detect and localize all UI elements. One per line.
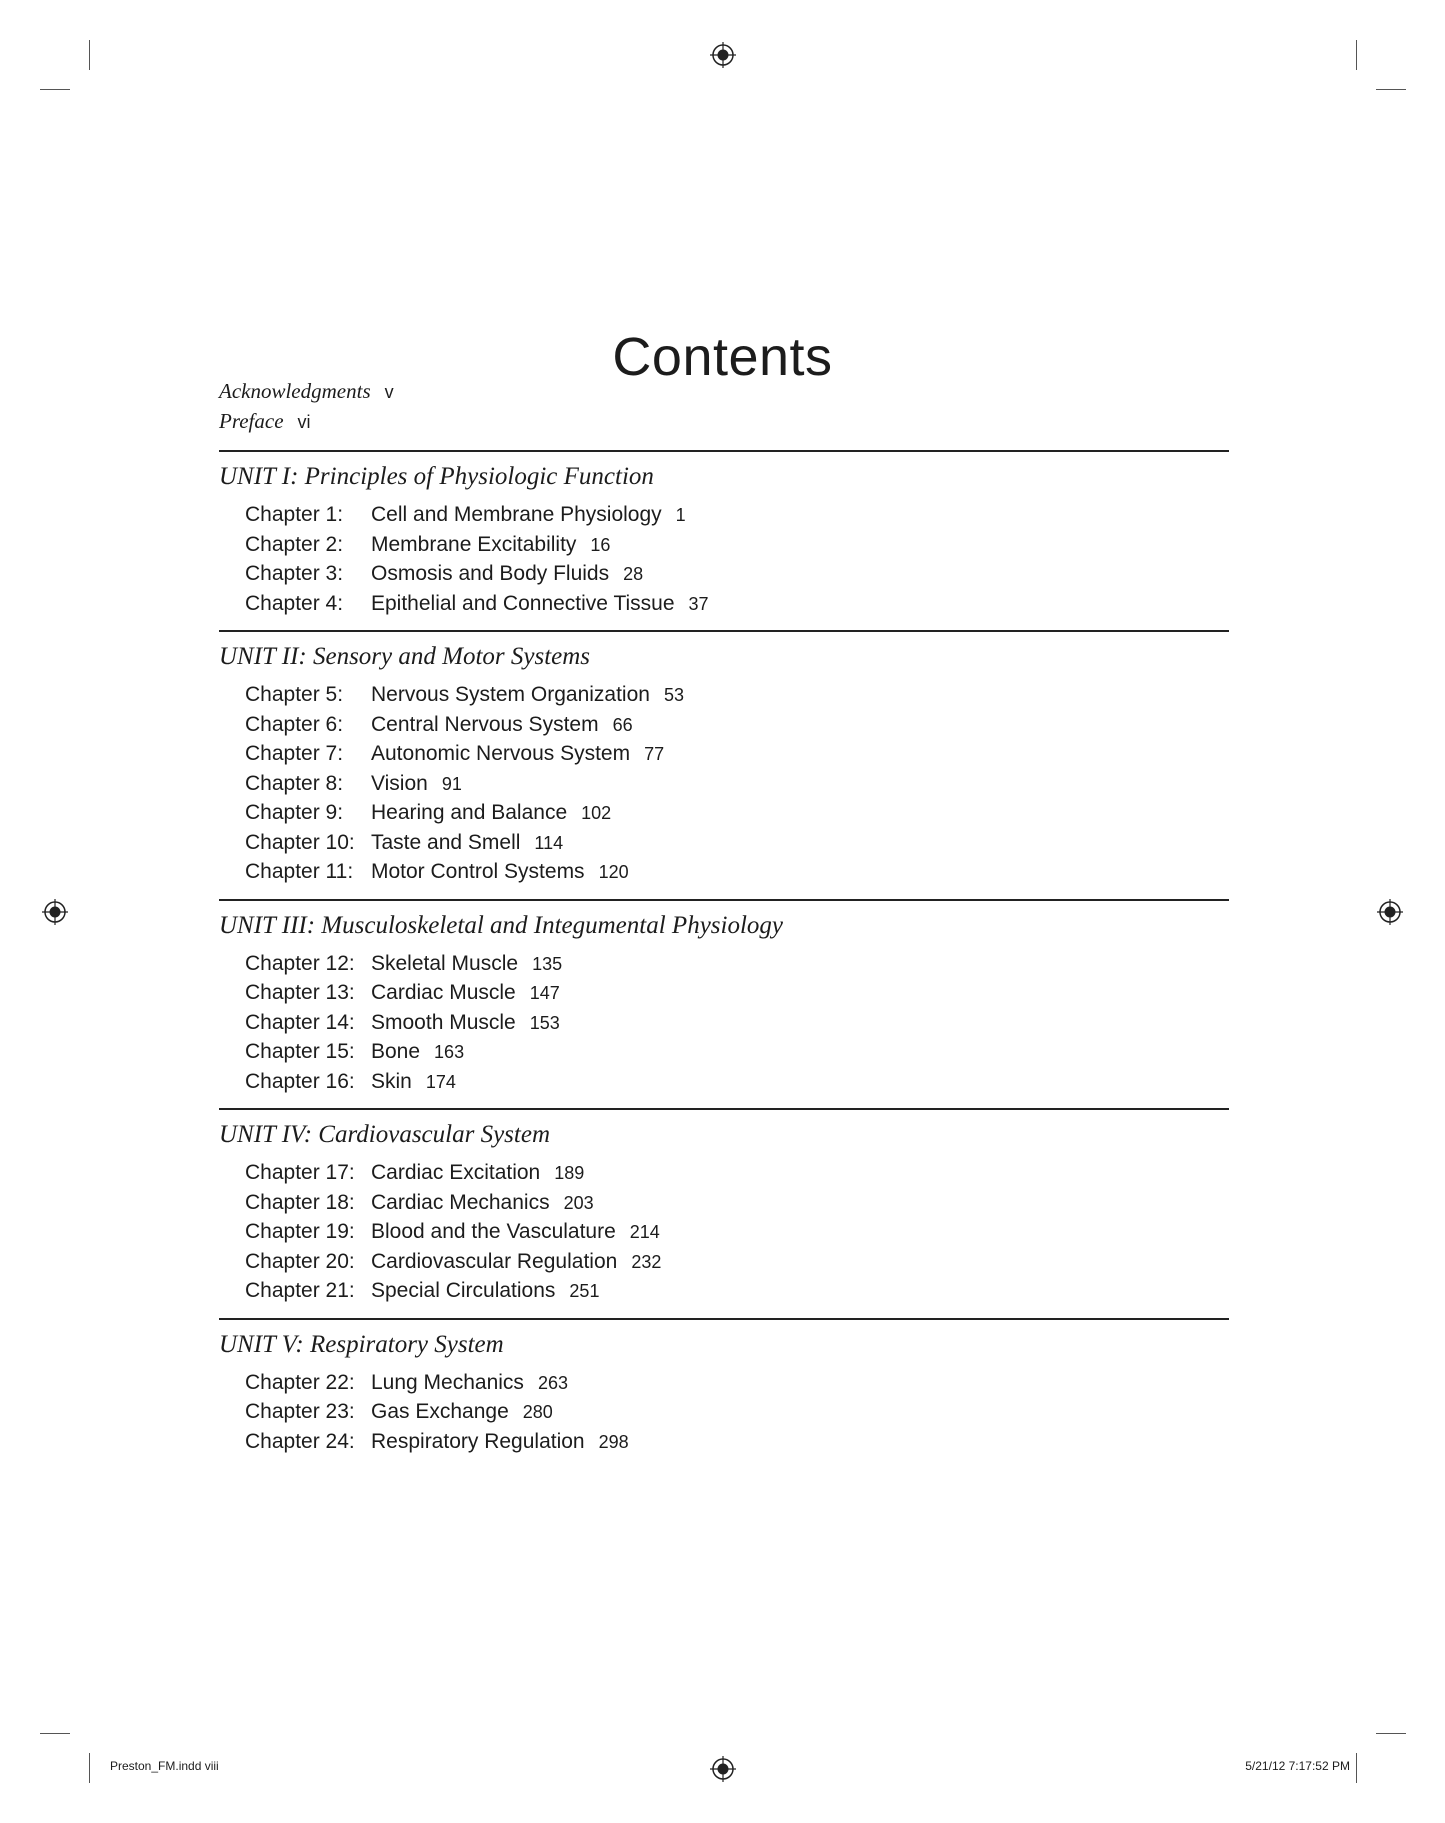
- chapter-title: Hearing and Balance: [371, 801, 568, 824]
- front-matter-item[interactable]: [219, 406, 1229, 436]
- page-number: 1: [675, 505, 686, 525]
- registration-mark-icon: [710, 1756, 736, 1782]
- page-number: 28: [623, 564, 644, 584]
- page-number: 147: [529, 983, 560, 1003]
- chapter-title: Nervous System Organization: [371, 683, 650, 706]
- chapter-number: Chapter 24:: [245, 1429, 355, 1453]
- chapter-entry[interactable]: [245, 1276, 1229, 1306]
- chapter-entry[interactable]: [245, 500, 1229, 530]
- crop-mark: [1376, 1733, 1406, 1734]
- unit-title[interactable]: UNIT III: Musculoskeletal and Integumental Physiology: [219, 911, 784, 939]
- chapter-title: Smooth Muscle: [371, 1010, 516, 1034]
- registration-mark-icon: [42, 899, 68, 925]
- chapter-title: Blood and the Vasculature: [371, 1220, 616, 1243]
- chapter-number: Chapter 23:: [245, 1400, 355, 1423]
- chapter-entry[interactable]: [245, 1037, 1229, 1067]
- chapter-entry[interactable]: [245, 857, 1229, 887]
- chapter-entry[interactable]: [245, 1008, 1229, 1038]
- page-number: 16: [590, 534, 611, 555]
- chapter-entry[interactable]: [245, 710, 1229, 740]
- chapter-number: Chapter 13:: [245, 981, 355, 1004]
- front-matter-title: Preface: [219, 409, 284, 433]
- chapter-number: Chapter 22:: [245, 1370, 355, 1394]
- page-number: 214: [629, 1222, 660, 1242]
- unit-section: [219, 450, 1229, 618]
- page-number: 135: [532, 953, 563, 974]
- crop-mark: [1356, 40, 1357, 70]
- unit-title[interactable]: UNIT I: Principles of Physiologic Function: [219, 463, 654, 490]
- chapter-entry[interactable]: [245, 559, 1229, 589]
- unit-title[interactable]: UNIT IV: Cardiovascular System: [219, 1121, 550, 1148]
- page-number: vi: [297, 412, 311, 432]
- chapter-entry[interactable]: [245, 589, 1229, 619]
- page-number: 263: [537, 1372, 568, 1393]
- chapter-title: Central Nervous System: [371, 712, 599, 736]
- crop-mark: [40, 89, 70, 90]
- page-number: 203: [563, 1192, 594, 1213]
- page-number: 189: [554, 1163, 585, 1183]
- chapter-entry[interactable]: [245, 530, 1229, 560]
- page-number: v: [384, 382, 394, 402]
- page-number: 77: [644, 744, 665, 764]
- chapter-entry[interactable]: [245, 1397, 1229, 1427]
- page-number: 174: [425, 1071, 456, 1092]
- chapter-title: Taste and Smell: [371, 830, 521, 854]
- page-title: Contents: [612, 327, 833, 388]
- chapter-number: Chapter 21:: [245, 1279, 355, 1302]
- unit-title[interactable]: UNIT II: Sensory and Motor Systems: [219, 643, 591, 670]
- chapter-number: Chapter 18:: [245, 1190, 355, 1214]
- page-number: 37: [688, 593, 709, 614]
- chapter-number: Chapter 4:: [245, 591, 344, 615]
- chapter-title: Cardiovascular Regulation: [371, 1249, 618, 1273]
- unit-section: [219, 1318, 1229, 1457]
- chapter-title: Lung Mechanics: [371, 1370, 524, 1394]
- chapter-title: Respiratory Regulation: [371, 1429, 585, 1453]
- front-matter-item[interactable]: [219, 376, 1229, 406]
- table-of-contents: [219, 450, 1229, 1468]
- chapter-entry[interactable]: [245, 1247, 1229, 1277]
- chapter-title: Epithelial and Connective Tissue: [371, 591, 675, 615]
- chapter-title: Autonomic Nervous System: [371, 742, 631, 765]
- page-number: 153: [529, 1012, 560, 1033]
- chapter-title: Osmosis and Body Fluids: [371, 562, 610, 585]
- chapter-title: Membrane Excitability: [371, 532, 577, 556]
- chapter-number: Chapter 19:: [245, 1220, 355, 1243]
- chapter-number: Chapter 9:: [245, 801, 344, 824]
- chapter-entry[interactable]: [245, 1217, 1229, 1247]
- registration-mark-icon: [1377, 899, 1403, 925]
- chapter-number: Chapter 15:: [245, 1040, 355, 1063]
- page-number: 298: [598, 1431, 629, 1452]
- footer-file-info: Preston_FM.indd viii: [110, 1759, 219, 1773]
- chapter-entry[interactable]: [245, 798, 1229, 828]
- chapter-title: Special Circulations: [371, 1279, 556, 1302]
- crop-mark: [89, 40, 90, 70]
- page-number: 120: [598, 862, 629, 882]
- chapter-entry[interactable]: [245, 739, 1229, 769]
- chapter-entry[interactable]: [245, 1158, 1229, 1188]
- unit-section: [219, 1108, 1229, 1306]
- chapter-entry[interactable]: [245, 1188, 1229, 1218]
- footer-timestamp: 5/21/12 7:17:52 PM: [1245, 1759, 1350, 1773]
- chapter-entry[interactable]: [245, 978, 1229, 1008]
- chapter-number: Chapter 17:: [245, 1161, 355, 1184]
- chapter-title: Cell and Membrane Physiology: [371, 503, 662, 526]
- chapter-number: Chapter 1:: [245, 503, 344, 526]
- unit-title[interactable]: UNIT V: Respiratory System: [219, 1330, 504, 1358]
- front-matter-list: [219, 376, 1229, 436]
- chapter-number: Chapter 2:: [245, 532, 344, 556]
- crop-mark: [1356, 1753, 1357, 1783]
- page-number: 163: [434, 1042, 465, 1062]
- page-number: 114: [534, 832, 564, 853]
- chapter-number: Chapter 12:: [245, 951, 355, 975]
- chapter-entry[interactable]: [245, 1067, 1229, 1097]
- chapter-title: Bone: [371, 1040, 421, 1063]
- chapter-title: Skin: [371, 1069, 412, 1093]
- unit-section: [219, 899, 1229, 1097]
- chapter-number: Chapter 14:: [245, 1010, 355, 1034]
- registration-mark-icon: [710, 42, 736, 68]
- chapter-number: Chapter 10:: [245, 830, 355, 854]
- chapter-title: Gas Exchange: [371, 1400, 509, 1423]
- chapter-number: Chapter 16:: [245, 1069, 355, 1093]
- page-number: 91: [441, 773, 462, 794]
- crop-mark: [40, 1733, 70, 1734]
- crop-mark: [89, 1753, 90, 1783]
- page-number: 280: [522, 1402, 553, 1422]
- chapter-number: Chapter 11:: [245, 860, 354, 883]
- chapter-entry[interactable]: [245, 680, 1229, 710]
- chapter-title: Cardiac Muscle: [371, 981, 516, 1004]
- chapter-title: Skeletal Muscle: [371, 951, 519, 975]
- chapter-number: Chapter 8:: [245, 771, 344, 795]
- chapter-entry[interactable]: [245, 769, 1229, 799]
- chapter-entry[interactable]: [245, 1427, 1229, 1457]
- chapter-number: Chapter 6:: [245, 712, 344, 736]
- chapter-number: Chapter 3:: [245, 562, 344, 585]
- front-matter-title: Acknowledgments: [219, 379, 371, 403]
- chapter-title: Motor Control Systems: [371, 860, 585, 883]
- page-number: 53: [663, 685, 684, 705]
- chapter-entry[interactable]: [245, 828, 1229, 858]
- chapter-title: Cardiac Mechanics: [371, 1190, 550, 1214]
- page-number: 66: [612, 714, 633, 735]
- chapter-entry[interactable]: [245, 1368, 1229, 1398]
- page-number: 232: [631, 1251, 662, 1272]
- chapter-title: Cardiac Excitation: [371, 1161, 541, 1184]
- unit-section: [219, 630, 1229, 887]
- chapter-number: Chapter 5:: [245, 683, 344, 706]
- chapter-entry[interactable]: [245, 949, 1229, 979]
- chapter-number: Chapter 7:: [245, 742, 344, 765]
- chapter-title: Vision: [371, 771, 428, 795]
- crop-mark: [1376, 89, 1406, 90]
- page-number: 251: [569, 1281, 600, 1301]
- page-number: 102: [581, 803, 612, 823]
- chapter-number: Chapter 20:: [245, 1249, 355, 1273]
